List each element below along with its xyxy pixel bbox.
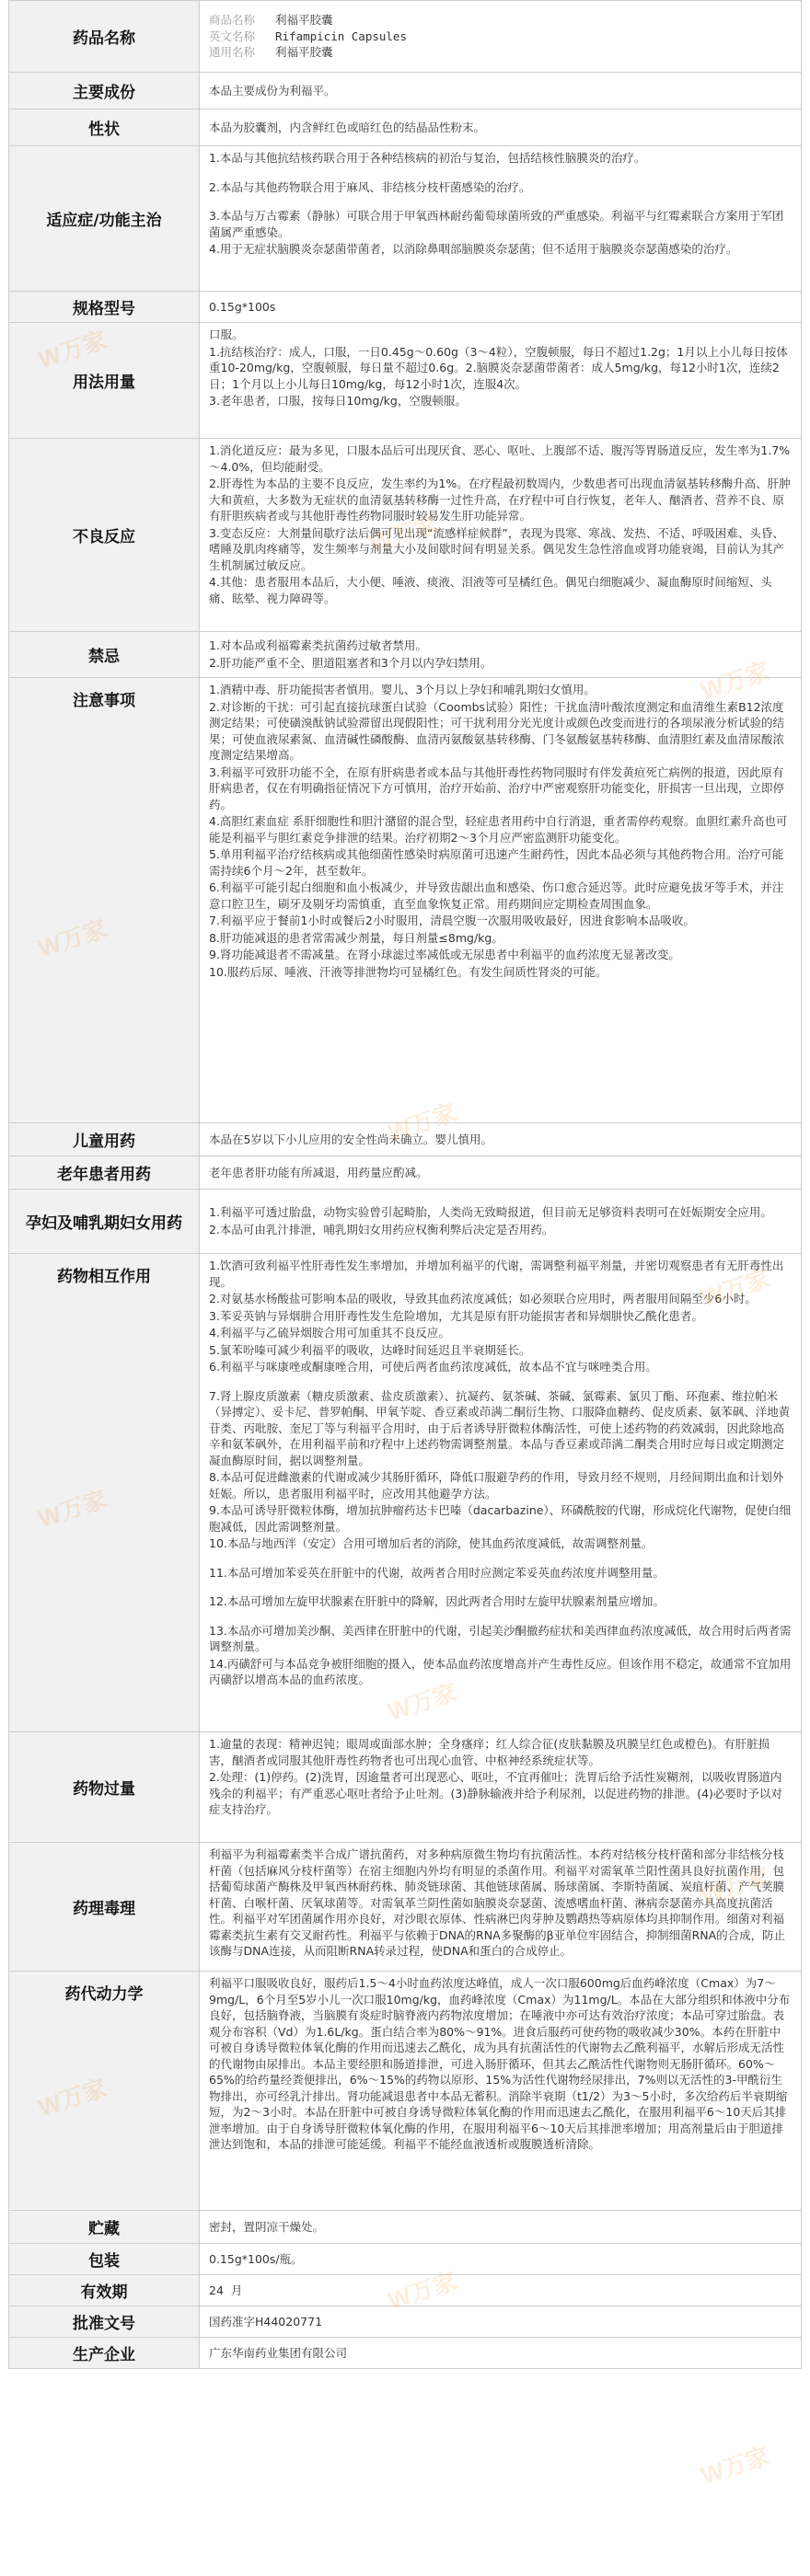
precaution-item: 2.对诊断的干扰：可引起直接抗球蛋白试验（Coombs试验）阳性；干扰血清叶酸浓度测定和血清维生素B12浓度测定结果；可使磺溴酞钠试验滞留出现假阳性；可干扰利用分光光度计或颜色改变而进行的各项尿液分析试验的结果；可使血液尿素氮、血清碱性磷酸酶、血清丙氨酸氨基转移酶、门冬氨酸氨基转移酶、血清胆红素及血清尿酸浓度测定结果增高。 [209, 699, 785, 762]
interaction-item: 14.丙磺舒可与本品竞争被肝细胞的摄入，使本品血药浓度增高并产生毒性反应。但该作用不稳定，故通常不宜加用丙磺舒以增高本品的血药浓度。 [209, 1656, 792, 1686]
indication-item: 3.本品与万古霉素（静脉）可联合用于甲氧西林耐药葡萄球菌所致的严重感染。利福平与红霉素联合方案用于军团菌属严重感染。 [209, 209, 784, 239]
value-indications [200, 146, 802, 292]
value-pediatric-use: 本品在5岁以下小儿应用的安全性尚未确立。婴儿慎用。 [200, 1123, 802, 1156]
value-precautions [200, 678, 802, 1123]
row-approval-number [9, 2306, 802, 2338]
english-name-line [209, 29, 792, 45]
overdose-item: 2.处理：(1)停药。(2)洗胃，因逾量者可出现恶心、呕吐，不宜再催吐；洗胃后给予活性炭糊剂，以吸收胃肠道内残余的利福平；有严重恶心呕吐者给予止吐剂。(3)静脉输液并给予利尿剂，以促进药物的排泄。(4)必要时予以对症支持治疗。 [209, 1770, 782, 1816]
english-name-key: 英文名称 [209, 29, 256, 43]
contraindication-item: 1.对本品或利福霉素类抗菌药过敏者禁用。 [209, 638, 427, 652]
trade-name-line [209, 12, 792, 29]
value-validity: 24 月 [200, 2275, 802, 2306]
row-storage [9, 2211, 802, 2244]
row-properties [9, 109, 802, 146]
value-geriatric-use: 老年患者肝功能有所减退，用药量应酌减。 [200, 1156, 802, 1190]
watermark-logo: W万家 [697, 656, 773, 706]
value-ingredients: 本品主要成份为利福平。 [200, 73, 802, 109]
generic-name-line [209, 44, 792, 61]
row-overdose [9, 1732, 802, 1843]
indication-item: 4.用于无症状脑膜炎奈瑟菌带菌者，以消除鼻咽部脑膜炎奈瑟菌；但不适用于脑膜炎奈瑟菌感染的治疗。 [209, 242, 738, 256]
value-properties: 本品为胶囊剂，内含鲜红色或暗红色的结晶品性粉末。 [200, 109, 802, 146]
row-pharmacokinetics [9, 1972, 802, 2211]
dosage-item: 口服。 [209, 328, 244, 341]
row-geriatric-use [9, 1156, 802, 1190]
row-pharmacology [9, 1843, 802, 1972]
value-drug-interactions [200, 1254, 802, 1732]
trade-name-value: 利福平胶囊 [275, 13, 333, 28]
precaution-item: 1.酒精中毒、肝功能损害者慎用。婴儿、3个月以上孕妇和哺乳期妇女慎用。 [209, 683, 596, 696]
value-dosage [200, 323, 802, 439]
adverse-item: 2.肝毒性为本品的主要不良反应，发生率约为1%。在疗程最初数周内，少数患者可出现血清氨基转移酶升高、肝肿大和黄疸，大多数为无症状的血清氨基转移酶一过性升高，在疗程中可自行恢复，老年人、酗酒者、营养不良、原有肝胆疾病者或与其他肝毒性药物同服时较易发生肝功能异常。 [209, 477, 791, 523]
interaction-item: 1.饮酒可致利福平性肝毒性发生率增加，并增加利福平的代谢，需调整利福平剂量，并密切观察患者有无肝毒性出现。 [209, 1259, 784, 1289]
label-pediatric-use: 儿童用药 [9, 1123, 200, 1156]
label-drug-interactions: 药物相互作用 [9, 1254, 200, 1732]
label-indications: 适应症/功能主治 [9, 146, 200, 292]
label-adverse-reactions: 不良反应 [9, 439, 200, 632]
interaction-item: 10.本品与地西泮（安定）合用可增加后者的消除，使其血药浓度减低，故需调整剂量。 [209, 1536, 654, 1550]
interaction-item: 2.对氨基水杨酸盐可影响本品的吸收，导致其血药浓度减低；如必须联合应用时，两者服用间隔至少6小时。 [209, 1292, 757, 1305]
label-spec: 规格型号 [9, 292, 200, 323]
value-pharmacokinetics: 利福平口服吸收良好，服药后1.5～4小时血药浓度达峰值，成人一次口服600mg后血药峰浓度（Cmax）为7～9mg/L，6个月至5岁小儿一次口服10mg/kg，血药峰浓度（Cmax）为11mg/L。本品在大部分组织和体液中分布良好，包括脑脊液，当脑膜有炎症时脑脊液内药物浓度增加；在唾液中亦可达有效治疗浓度；本品可穿过胎盘。表观分布容积（Vd）为1.6L/kg。蛋白结合率为80%～91%。进食后服药可使药物的吸收减少30%。本药在肝脏中可被自身诱导微粒体氧化酶的作用而迅速去乙酰化，成为具有抗菌活性的代谢物去乙酰利福平，水解后形成无活性的代谢物由尿排出。本品主要经胆和肠道排泄，可进入肠肝循环，但其去乙酰活性代谢物则无肠肝循环。60%～65%的给药量经粪便排出，6%～15%的药物以原形、15%为活性代谢物经尿排出，7%则以无活性的3-甲酰衍生物排出，亦可经乳汁排出。肾功能减退患者中本品无蓄积。消除半衰期（t1/2）为3～5小时，多次给药后半衰期缩短，为2～3小时。本品在肝脏中可被自身诱导微粒体氧化酶的作用而迅速去乙酰化，在服用利福平6～10天后其排泄率增加。由于自身诱导肝微粒体氧化酶的作用，在服用利福平6～10天后其排泄率增加；用高剂量后由于胆道排泄达到饱和，本品的排泄可能延缓。利福平不能经血液透析或腹膜透析清除。 [200, 1972, 802, 2211]
value-overdose [200, 1732, 802, 1843]
label-properties: 性状 [9, 109, 200, 146]
trade-name-key: 商品名称 [209, 13, 256, 28]
interaction-item: 11.本品可增加苯妥英在肝脏中的代谢，故两者合用时应测定苯妥英血药浓度并调整用量。 [209, 1565, 665, 1580]
row-pregnancy-lactation [9, 1190, 802, 1254]
precaution-item: 6.利福平可能引起白细胞和血小板减少，并导致齿龈出血和感染、伤口愈合延迟等。此时应避免拔牙等手术，并注意口腔卫生，刷牙及剔牙均需慎重，直至血象恢复正常。用药期间应定期检查周围血象。 [209, 880, 784, 911]
indication-item: 2.本品与其他药物联合用于麻风、非结核分枝杆菌感染的治疗。 [209, 179, 531, 194]
label-ingredients: 主要成份 [9, 73, 200, 109]
drug-info-sheet [8, 0, 802, 2369]
watermark-logo: W万家 [384, 1098, 460, 1147]
row-dosage [9, 323, 802, 439]
value-storage: 密封，置阴凉干燥处。 [200, 2211, 802, 2244]
row-ingredients [9, 73, 802, 109]
label-contraindications: 禁忌 [9, 632, 200, 678]
interaction-item: 13.本品亦可增加美沙酮、美西律在肝脏中的代谢，引起美沙酮撤药症状和美西律血药浓度减低，故合用时后两者需调整剂量。 [209, 1623, 792, 1653]
value-drug-name [200, 1, 802, 73]
row-indications [9, 146, 802, 292]
row-precautions [9, 678, 802, 1123]
watermark-logo: W万家 [365, 509, 442, 558]
row-manufacturer [9, 2338, 802, 2369]
label-storage: 贮藏 [9, 2211, 200, 2244]
row-spec [9, 292, 802, 323]
label-pharmacokinetics: 药代动力学 [9, 1972, 200, 2211]
row-pediatric-use [9, 1123, 802, 1156]
interaction-item: 12.本品可增加左旋甲状腺素在肝脏中的降解，因此两者合用时左旋甲状腺素剂量应增加。 [209, 1594, 665, 1608]
row-adverse-reactions [9, 439, 802, 632]
precaution-item: 9.肾功能减退者不需减量。在肾小球滤过率减低或无尿患者中利福平的血药浓度无显著改变。 [209, 948, 680, 961]
generic-name-key: 通用名称 [209, 45, 256, 60]
row-validity [9, 2275, 802, 2306]
label-pharmacology: 药理毒理 [9, 1843, 200, 1972]
interaction-item: 4.利福平与乙硫异烟胺合用可加重其不良反应。 [209, 1326, 450, 1340]
watermark-logo: W万家 [697, 2441, 773, 2490]
watermark-logo: W万家 [697, 1861, 773, 1911]
label-manufacturer: 生产企业 [9, 2338, 200, 2369]
precaution-item: 8.肝功能减退的患者常需减少剂量，每日剂量≤8mg/kg。 [209, 930, 503, 945]
label-approval-number: 批准文号 [9, 2306, 200, 2338]
row-contraindications [9, 632, 802, 678]
adverse-item: 3.变态反应：大剂量间歇疗法后偶可见出现“流感样症候群”，表现为畏寒、寒战、发热、不适、呼吸困难、头昏、嗜睡及肌肉疼痛等，发生频率与剂量大小及间歇时间有明显关系。偶见发生急性溶血或肾功能衰竭，目前认为其产生机制属过敏反应。 [209, 525, 785, 572]
contraindication-item: 2.肝功能严重不全、胆道阻塞者和3个月以内孕妇禁用。 [209, 655, 492, 670]
value-approval-number: 国药准字H44020771 [200, 2306, 802, 2338]
adverse-item: 4.其他：患者服用本品后，大小便、唾液、痰液、泪液等可呈橘红色。偶见白细胞减少、凝血酶原时间缩短、头痛、眩晕、视力障碍等。 [209, 575, 772, 605]
interaction-item: 3.苯妥英钠与异烟肼合用肝毒性发生危险增加，尤其是原有肝功能损害者和异烟肼快乙酰化患者。 [209, 1308, 703, 1323]
interaction-item: 5.氯苯吩嗪可减少利福平的吸收，达峰时间延迟且半衰期延长。 [209, 1342, 531, 1357]
adverse-item: 1.消化道反应：最为多见，口服本品后可出现厌食、恶心、呕吐、上腹部不适、腹泻等胃肠道反应，发生率为1.7%～4.0%，但均能耐受。 [209, 443, 791, 474]
value-package: 0.15g*100s/瓶。 [200, 2244, 802, 2275]
precaution-item: 5.单用利福平治疗结核病或其他细菌性感染时病原菌可迅速产生耐药性，因此本品必须与其他药物合用。治疗可能需持续6个月～2年，甚至数年。 [209, 847, 784, 878]
row-drug-interactions [9, 1254, 802, 1732]
english-name-value: Rifampicin Capsules [275, 29, 407, 43]
value-contraindications [200, 632, 802, 678]
value-pregnancy-lactation [200, 1190, 802, 1254]
precaution-item: 7.利福平应于餐前1小时或餐后2小时服用，清晨空腹一次服用吸收最好，因进食影响本品吸收。 [209, 914, 695, 927]
pregnancy-item: 1.利福平可透过胎盘，动物实验曾引起畸胎，人类尚无致畸报道，但目前无足够资料表明可在妊娠期安全应用。 [209, 1205, 772, 1219]
label-precautions: 注意事项 [9, 678, 200, 1123]
precaution-item: 3.利福平可致肝功能不全，在原有肝病患者或本品与其他肝毒性药物同服时有伴发黄疸死亡病例的报道，因此原有肝病患者，仅在有明确指征情况下方可慎用，治疗开始前、治疗中严密观察肝功能变化，肝损害一旦出现，立即停药。 [209, 765, 785, 811]
value-spec: 0.15g*100s [200, 292, 802, 323]
label-geriatric-use: 老年患者用药 [9, 1156, 200, 1190]
value-pharmacology: 利福平为利福霉素类半合成广谱抗菌药，对多种病原微生物均有抗菌活性。本药对结核分枝杆菌和部分非结核分枝杆菌（包括麻风分枝杆菌等）在宿主细胞内外均有明显的杀菌作用。利福平对需氧革兰阳性菌具良好抗菌作用，包括葡萄球菌产酶株及甲氧西林耐药株、肺炎链球菌、其他链球菌属、肠球菌属、李斯特菌属、炭疽杆菌、产气荚膜杆菌、白喉杆菌、厌氧球菌等。对需氧革兰阴性菌如脑膜炎奈瑟菌、流感嗜血杆菌、淋病奈瑟菌亦具高度抗菌活性。利福平对军团菌属作用亦良好，对沙眼衣原体、性病淋巴肉芽肿及鹦鹉热等病原体均具抑制作用。细菌对利福霉素类抗生素有交叉耐药性。利福平与依赖于DNA的RNA多聚酶的β亚单位牢固结合，抑制细菌RNA的合成，防止该酶与DNA连接，从而阻断RNA转录过程，使DNA和蛋白的合成停止。 [200, 1843, 802, 1972]
label-drug-name: 药品名称 [9, 1, 200, 73]
label-pregnancy-lactation: 孕妇及哺乳期妇女用药 [9, 1190, 200, 1254]
generic-name-value: 利福平胶囊 [275, 45, 333, 60]
value-adverse-reactions [200, 439, 802, 632]
watermark-logo: W万家 [384, 1677, 460, 1727]
pregnancy-item: 2.本品可由乳汁排泄，哺乳期妇女用药应权衡利弊后决定是否用药。 [209, 1222, 554, 1236]
label-dosage: 用法用量 [9, 323, 200, 439]
dosage-item: 3.老年患者，口服，按每日10mg/kg，空腹顿服。 [209, 394, 467, 408]
indication-item: 1.本品与其他抗结核药联合用于各种结核病的初治与复治，包括结核性脑膜炎的治疗。 [209, 151, 646, 165]
precaution-item: 4.高胆红素血症 系肝细胞性和胆汁潴留的混合型，轻症患者用药中自行消退，重者需停药观察。血胆红素升高也可能是利福平与胆红素竞争排泄的结果。治疗初期2～3个月应严密监测肝功能变化。 [209, 814, 788, 845]
interaction-item: 7.肾上腺皮质激素（糖皮质激素、盐皮质激素）、抗凝药、氨茶碱、茶碱、氯霉素、氯贝丁酯、环孢素、维拉帕米（异搏定）、妥卡尼、普罗帕酮、甲氧苄啶、香豆素或茚满二酮衍生物、口服降血糖药、促皮质素、氨苯砜、洋地黄苷类、丙吡胺、奎尼丁等与利福平合用时，由于后者诱导肝微粒体酶活性，可使上述药物的药效减弱，因此除地高辛和氨苯砜外，在用利福平前和疗程中上述药物需调整剂量。本品与香豆素或茚满二酮类合用时应每日或定期测定凝血酶原时间，据以调整剂量。 [209, 1388, 791, 1467]
label-validity: 有效期 [9, 2275, 200, 2306]
row-drug-name [9, 1, 802, 73]
watermark-logo: W万家 [384, 2266, 460, 2316]
row-package [9, 2244, 802, 2275]
watermark-logo: W万家 [697, 1263, 773, 1313]
value-manufacturer: 广东华南药业集团有限公司 [200, 2338, 802, 2369]
overdose-item: 1.逾量的表现：精神迟钝；眼周或面部水肿；全身瘙痒；红人综合征(皮肤黏膜及巩膜呈红色或橙色)。有肝脏损害，酗酒者或同服其他肝毒性药物者也可出现心血管、中枢神经系统症状等。 [209, 1737, 770, 1767]
dosage-item: 1.抗结核治疗：成人，口服，一日0.45g～0.60g（3～4粒），空腹顿服，每日不超过1.2g；1月以上小儿每日按体重10-20mg/kg，空腹顿服，每日量不超过0.6g。2.脑膜炎奈瑟菌带菌者：成人5mg/kg，每12小时1次，连续2日；1个月以上小儿每日10mg/kg，每12小时1次，连服4次。 [209, 344, 788, 391]
interaction-item: 6.利福平与咪康唑或酮康唑合用，可使后两者血药浓度减低，故本品不宜与咪唑类合用。 [209, 1360, 657, 1374]
label-package: 包装 [9, 2244, 200, 2275]
interaction-item: 9.本品可诱导肝微粒体酶，增加抗肿瘤药达卡巴嗪（dacarbazine）、环磷酰胺的代谢，形成烷化代谢物，促使白细胞减低，因此需调整剂量。 [209, 1503, 792, 1534]
precaution-item: 10.服药后尿、唾液、汗液等排泄物均可显橘红色。有发生间质性肾炎的可能。 [209, 964, 608, 979]
label-overdose: 药物过量 [9, 1732, 200, 1843]
interaction-item: 8.本品可促进雌激素的代谢或减少其肠肝循环，降低口服避孕药的作用，导致月经不规则，月经间期出血和计划外妊娠。所以，患者服用利福平时，应改用其他避孕方法。 [209, 1470, 784, 1501]
drug-info-table [8, 0, 802, 2369]
